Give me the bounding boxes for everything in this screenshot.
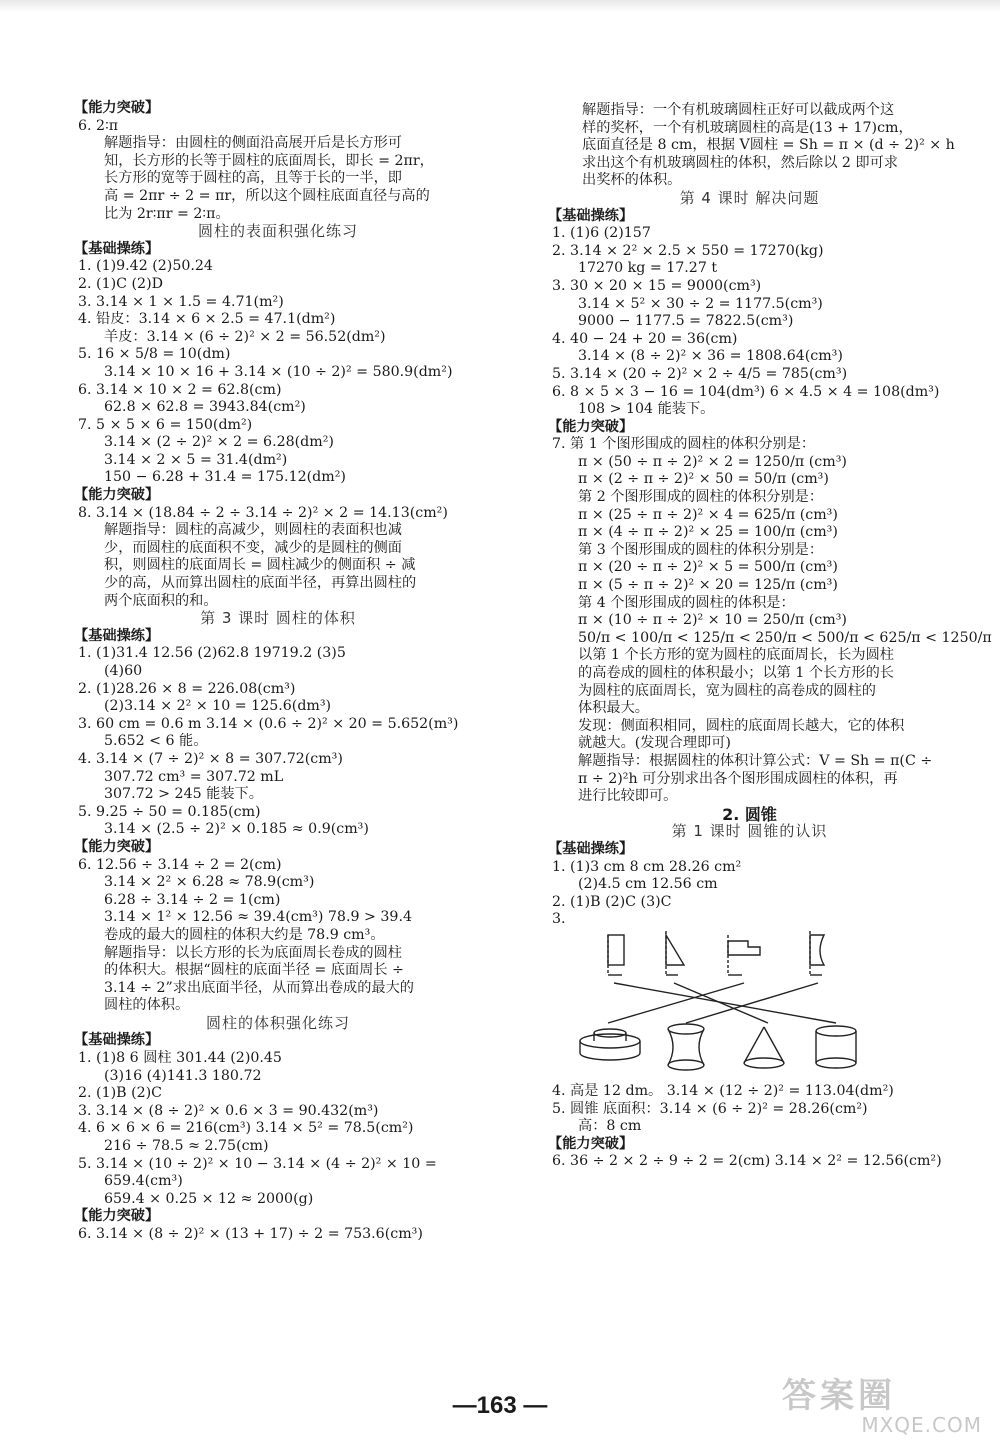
page-number: —163 — bbox=[452, 1392, 548, 1419]
answer-line: 6. 12.56 ÷ 3.14 ÷ 2 = 2(cm) bbox=[78, 856, 282, 873]
answer-line: 为圆柱的底面周长，宽为圆柱的高卷成的圆柱的 bbox=[578, 682, 876, 699]
answer-line: π × (5 ÷ π ÷ 2)² × 20 = 125/π (cm³) bbox=[578, 577, 838, 594]
section-heading: 【能力突破】 bbox=[74, 1208, 160, 1225]
section-heading: 【基础操练】 bbox=[548, 840, 634, 857]
section-heading: 【基础操练】 bbox=[74, 627, 160, 644]
right-column bbox=[548, 102, 992, 1171]
answer-line: 307.72 > 245 能装下。 bbox=[104, 786, 263, 803]
answer-line: 4. 40 − 24 + 20 = 36(cm) bbox=[552, 330, 738, 347]
answer-line: 4. 铅皮：3.14 × 6 × 2.5 = 47.1(dm²) bbox=[78, 311, 336, 328]
answer-line: (4)60 bbox=[104, 663, 143, 679]
answer-line: 2. (1)B (2)C (3)C bbox=[552, 893, 672, 910]
answer-line: 5.652 < 6 能。 bbox=[104, 733, 208, 750]
lesson-title: 第 1 课时 圆锥的认识 bbox=[671, 822, 828, 841]
answer-line: 第 4 个图形围成的圆柱的体积是： bbox=[578, 594, 795, 611]
lesson-title: 第 3 课时 圆柱的体积 bbox=[200, 609, 356, 628]
answer-line: 1. (1)6 (2)157 bbox=[552, 225, 651, 242]
curved-shape bbox=[810, 935, 824, 965]
answer-line: 5. 圆锥 底面积：3.14 × (6 ÷ 2)² = 28.26(cm²) bbox=[552, 1100, 868, 1117]
answer-line: 少，而圆柱的底面积不变，减少的是圆柱的侧面 bbox=[104, 539, 402, 556]
answer-line: 5. 3.14 × (10 ÷ 2)² × 10 − 3.14 × (4 ÷ 2)² × 10 = bbox=[78, 1155, 437, 1172]
answer-line: 长方形的宽等于圆柱的高，且等于长的一半，即 bbox=[104, 170, 402, 187]
answer-line: 卷成的最大的圆柱的体积大约是 78.9 cm³。 bbox=[104, 926, 385, 943]
rotation-matching-diagram bbox=[578, 931, 898, 1081]
lesson-title: 第 4 课时 解决问题 bbox=[679, 188, 820, 207]
answer-line: 7. 5 × 5 × 6 = 150(dm²) bbox=[78, 416, 253, 433]
answer-line: 的体积大。根据“圆柱的底面半径 = 底面周长 ÷ bbox=[104, 962, 404, 979]
answer-line: 6.28 ÷ 3.14 ÷ 2 = 1(cm) bbox=[104, 891, 281, 908]
answer-line: 5. 3.14 × (20 ÷ 2)² × 2 ÷ 4/5 = 785(cm³) bbox=[552, 365, 848, 382]
answer-line: 第 3 个图形围成的圆柱的体积分别是： bbox=[578, 541, 824, 558]
answer-line: 17270 kg = 17.27 t bbox=[578, 260, 718, 277]
stepped-shape bbox=[728, 941, 760, 955]
answer-line: 高：8 cm bbox=[578, 1118, 642, 1135]
answer-line: 3.14 × (2 ÷ 2)² × 2 = 6.28(dm²) bbox=[104, 434, 334, 451]
section-heading: 【基础操练】 bbox=[548, 207, 634, 224]
answer-line: 3.14 × (2.5 ÷ 2)² × 0.185 ≈ 0.9(cm³) bbox=[104, 821, 369, 838]
matching-figure bbox=[578, 931, 947, 1081]
answer-line: π × (25 ÷ π ÷ 2)² × 4 = 625/π (cm³) bbox=[578, 506, 838, 523]
answer-line: 解题指导：根据圆柱的体积计算公式：V = Sh = π(C ÷ bbox=[578, 752, 933, 769]
answer-line: π × (2 ÷ π ÷ 2)² × 50 = 50/π (cm³) bbox=[578, 471, 829, 488]
answer-line: 5. 16 × 5/8 = 10(dm) bbox=[78, 346, 231, 363]
answer-line: 3. 3.14 × (8 ÷ 2)² × 0.6 × 3 = 90.432(m³) bbox=[78, 1102, 379, 1119]
answer-line: 解题指导：一个有机玻璃圆柱正好可以截成两个这 bbox=[582, 102, 895, 118]
stacked-cylinders-solid bbox=[580, 1034, 640, 1048]
answer-line: 少的高，从而算出圆柱的底面半径，再算出圆柱的 bbox=[104, 575, 417, 592]
section-heading: 【能力突破】 bbox=[548, 418, 634, 435]
answer-line: 4. 3.14 × (7 ÷ 2)² × 8 = 307.72(cm³) bbox=[78, 750, 343, 767]
answer-line: 底面直径是 8 cm，根据 V圆柱 = Sh = π × (d ÷ 2)² × h bbox=[582, 137, 955, 154]
watermark-top: 答案圈 bbox=[782, 1376, 896, 1416]
answer-line: 3. 3.14 × 1 × 1.5 = 4.71(m²) bbox=[78, 293, 284, 310]
answer-line: π × (10 ÷ π ÷ 2)² × 10 = 250/π (cm³) bbox=[578, 612, 847, 629]
answer-line: 知，长方形的长等于圆柱的底面周长，即长 = 2πr， bbox=[104, 152, 434, 169]
answer-line: 3.14 × 10 × 16 + 3.14 × (10 ÷ 2)² = 580.9(dm²) bbox=[104, 363, 453, 380]
answer-line: 4. 高是 12 dm。 3.14 × (12 ÷ 2)² = 113.04(dm²) bbox=[552, 1082, 894, 1099]
answer-line: 1. (1)3 cm 8 cm 28.26 cm² bbox=[552, 858, 742, 875]
answer-line: 6. 8 × 5 × 3 − 16 = 104(dm³) 6 × 4.5 × 4 = 108(dm³) bbox=[552, 383, 940, 400]
answer-line: 9000 − 1177.5 = 7822.5(cm³) bbox=[578, 313, 794, 330]
answer-line: 求出这个有机玻璃圆柱的体积，然后除以 2 即可求 bbox=[582, 154, 898, 171]
right-column-part-a bbox=[548, 102, 992, 929]
answer-line: (3)16 (4)141.3 180.72 bbox=[104, 1067, 262, 1084]
answer-line: π × (20 ÷ π ÷ 2)² × 5 = 500/π (cm³) bbox=[578, 559, 838, 576]
watermark-logo bbox=[782, 1378, 982, 1438]
answer-line: 5. 9.25 ÷ 50 = 0.185(cm) bbox=[78, 803, 261, 820]
answer-line: 解题指导：圆柱的高减少，则圆柱的表面积也减 bbox=[104, 522, 402, 539]
section-heading: 【基础操练】 bbox=[74, 240, 160, 257]
answer-line: 以第 1 个长方形的宽为圆柱的底面周长，长为圆柱 bbox=[578, 647, 894, 664]
section-heading: 【基础操练】 bbox=[74, 1032, 160, 1049]
lesson-title: 圆柱的体积强化练习 bbox=[205, 1013, 350, 1032]
answer-line: 6. 36 ÷ 2 × 2 ÷ 9 ÷ 2 = 2(cm) 3.14 × 2² = 12.56(cm²) bbox=[552, 1153, 942, 1170]
answer-line: 3. bbox=[552, 911, 566, 928]
answer-line: 两个底面积的和。 bbox=[104, 592, 218, 609]
answer-line: 解题指导：由圆柱的侧面沿高展开后是长方形可 bbox=[104, 135, 402, 152]
answer-line: 1. (1)9.42 (2)50.24 bbox=[78, 258, 213, 275]
section-heading: 【能力突破】 bbox=[74, 838, 160, 855]
answer-line: 2. (1)28.26 × 8 = 226.08(cm³) bbox=[78, 680, 296, 697]
answer-line: 3.14 ÷ 2”求出底面半径，从而算出卷成的最大的 bbox=[104, 979, 414, 996]
answer-line: 659.4(cm³) bbox=[104, 1173, 183, 1190]
answer-line: 2. (1)B (2)C bbox=[78, 1085, 163, 1102]
answer-line: 4. 6 × 6 × 6 = 216(cm³) 3.14 × 5² = 78.5(cm²) bbox=[78, 1120, 414, 1137]
answer-line: 108 > 104 能装下。 bbox=[578, 401, 715, 418]
answer-line: 659.4 × 0.25 × 12 ≈ 2000(g) bbox=[104, 1190, 314, 1207]
triangle-shape bbox=[666, 935, 684, 965]
answer-line: 羊皮：3.14 × (6 ÷ 2)² × 2 = 56.52(dm²) bbox=[104, 328, 386, 345]
answer-line: 3.14 × 5² × 30 ÷ 2 = 1177.5(cm³) bbox=[578, 295, 823, 312]
answer-line: 的高卷成的圆柱的体积最小；以第 1 个长方形的长 bbox=[578, 665, 894, 681]
answer-line: 3.14 × 2² × 6.28 ≈ 78.9(cm³) bbox=[104, 874, 315, 891]
answer-line: (2)4.5 cm 12.56 cm bbox=[578, 876, 718, 893]
answer-line: 3.14 × 2 × 5 = 31.4(dm²) bbox=[104, 451, 288, 468]
watermark-bottom: MXQE.COM bbox=[861, 1413, 982, 1437]
hourglass-solid bbox=[668, 1024, 704, 1034]
answer-line: 150 − 6.28 + 31.4 = 175.12(dm²) bbox=[104, 469, 346, 486]
answer-line: 3.14 × (8 ÷ 2)² × 36 = 1808.64(cm³) bbox=[578, 348, 843, 365]
answer-line: 比为 2r∶πr = 2∶π。 bbox=[104, 205, 230, 222]
answer-line: 就越大。(发现合理即可) bbox=[578, 735, 731, 752]
lesson-title: 2. 圆锥 bbox=[722, 804, 777, 824]
answer-line: 解题指导：以长方形的长为底面周长卷成的圆柱 bbox=[104, 944, 402, 961]
answer-line: 6. 2∶π bbox=[78, 117, 119, 134]
answer-line: 圆柱的体积。 bbox=[104, 997, 190, 1014]
answer-line: 307.72 cm³ = 307.72 mL bbox=[104, 768, 284, 785]
answer-line: 3. 60 cm = 0.6 m 3.14 × (0.6 ÷ 2)² × 20 = 5.652(m³) bbox=[78, 715, 459, 732]
match-line-4 bbox=[686, 983, 818, 1023]
cylinder-solid bbox=[816, 1026, 856, 1036]
answer-line: 50/π < 100/π < 125/π < 250/π < 500/π < 625/π < 1250/π bbox=[578, 629, 992, 646]
section-heading: 【能力突破】 bbox=[74, 100, 160, 116]
answer-line: 8. 3.14 × (18.84 ÷ 2 ÷ 3.14 ÷ 2)² × 2 = 14.13(cm²) bbox=[78, 504, 448, 521]
answer-line: 7. 第 1 个图形围成的圆柱的体积分别是： bbox=[552, 436, 816, 453]
answer-line: 高 = 2πr ÷ 2 = πr，所以这个圆柱底面直径与高的 bbox=[104, 187, 430, 204]
answer-line: 1. (1)8 6 圆柱 301.44 (2)0.45 bbox=[78, 1050, 282, 1067]
rectangle-shape bbox=[608, 935, 624, 965]
answer-line: 3.14 × 1² × 12.56 ≈ 39.4(cm³) 78.9 > 39.4 bbox=[104, 909, 412, 926]
answer-line: 第 2 个图形围成的圆柱的体积分别是： bbox=[578, 489, 824, 506]
answer-line: 6. 3.14 × (8 ÷ 2)² × (13 + 17) ÷ 2 = 753.6(cm³) bbox=[78, 1226, 423, 1242]
answer-line: 样的奖杯，一个有机玻璃圆柱的高是(13 + 17)cm， bbox=[582, 119, 913, 136]
answer-line: 216 ÷ 78.5 ≈ 2.75(cm) bbox=[104, 1138, 269, 1155]
left-column bbox=[74, 100, 478, 1244]
answer-line: 出奖杯的体积。 bbox=[582, 172, 682, 189]
section-heading: 【能力突破】 bbox=[548, 1135, 634, 1152]
answer-line: π × (50 ÷ π ÷ 2)² × 2 = 1250/π (cm³) bbox=[578, 453, 847, 470]
answer-line: π × (4 ÷ π ÷ 2)² × 25 = 100/π (cm³) bbox=[578, 524, 838, 541]
answer-line: 发现：侧面积相同，圆柱的底面周长越大，它的体积 bbox=[578, 717, 905, 734]
answer-line: 1. (1)31.4 12.56 (2)62.8 19719.2 (3)5 bbox=[78, 645, 346, 662]
section-heading: 【能力突破】 bbox=[74, 487, 160, 504]
answer-line: 进行比较即可。 bbox=[578, 788, 678, 805]
answer-line: π ÷ 2)²h 可分别求出各个图形围成圆柱的体积，再 bbox=[578, 770, 898, 787]
right-column-part-b bbox=[548, 1082, 947, 1171]
answer-line: 体积最大。 bbox=[578, 700, 649, 717]
lesson-title: 圆柱的表面积强化练习 bbox=[197, 222, 358, 241]
answer-line: 2. (1)C (2)D bbox=[78, 275, 163, 292]
page-edge bbox=[0, 0, 1000, 12]
answer-line: 6. 3.14 × 10 × 2 = 62.8(cm) bbox=[78, 381, 282, 398]
answer-line: 积，则圆柱的底面周长 = 圆柱减少的侧面积 ÷ 减 bbox=[104, 557, 416, 574]
answer-line: (2)3.14 × 2² × 10 = 125.6(dm³) bbox=[104, 698, 332, 715]
answer-line: 62.8 × 62.8 = 3943.84(cm²) bbox=[104, 399, 306, 416]
answer-line: 3. 30 × 20 × 15 = 9000(cm³) bbox=[552, 277, 762, 294]
answer-line: 2. 3.14 × 2² × 2.5 × 550 = 17270(kg) bbox=[552, 242, 824, 259]
